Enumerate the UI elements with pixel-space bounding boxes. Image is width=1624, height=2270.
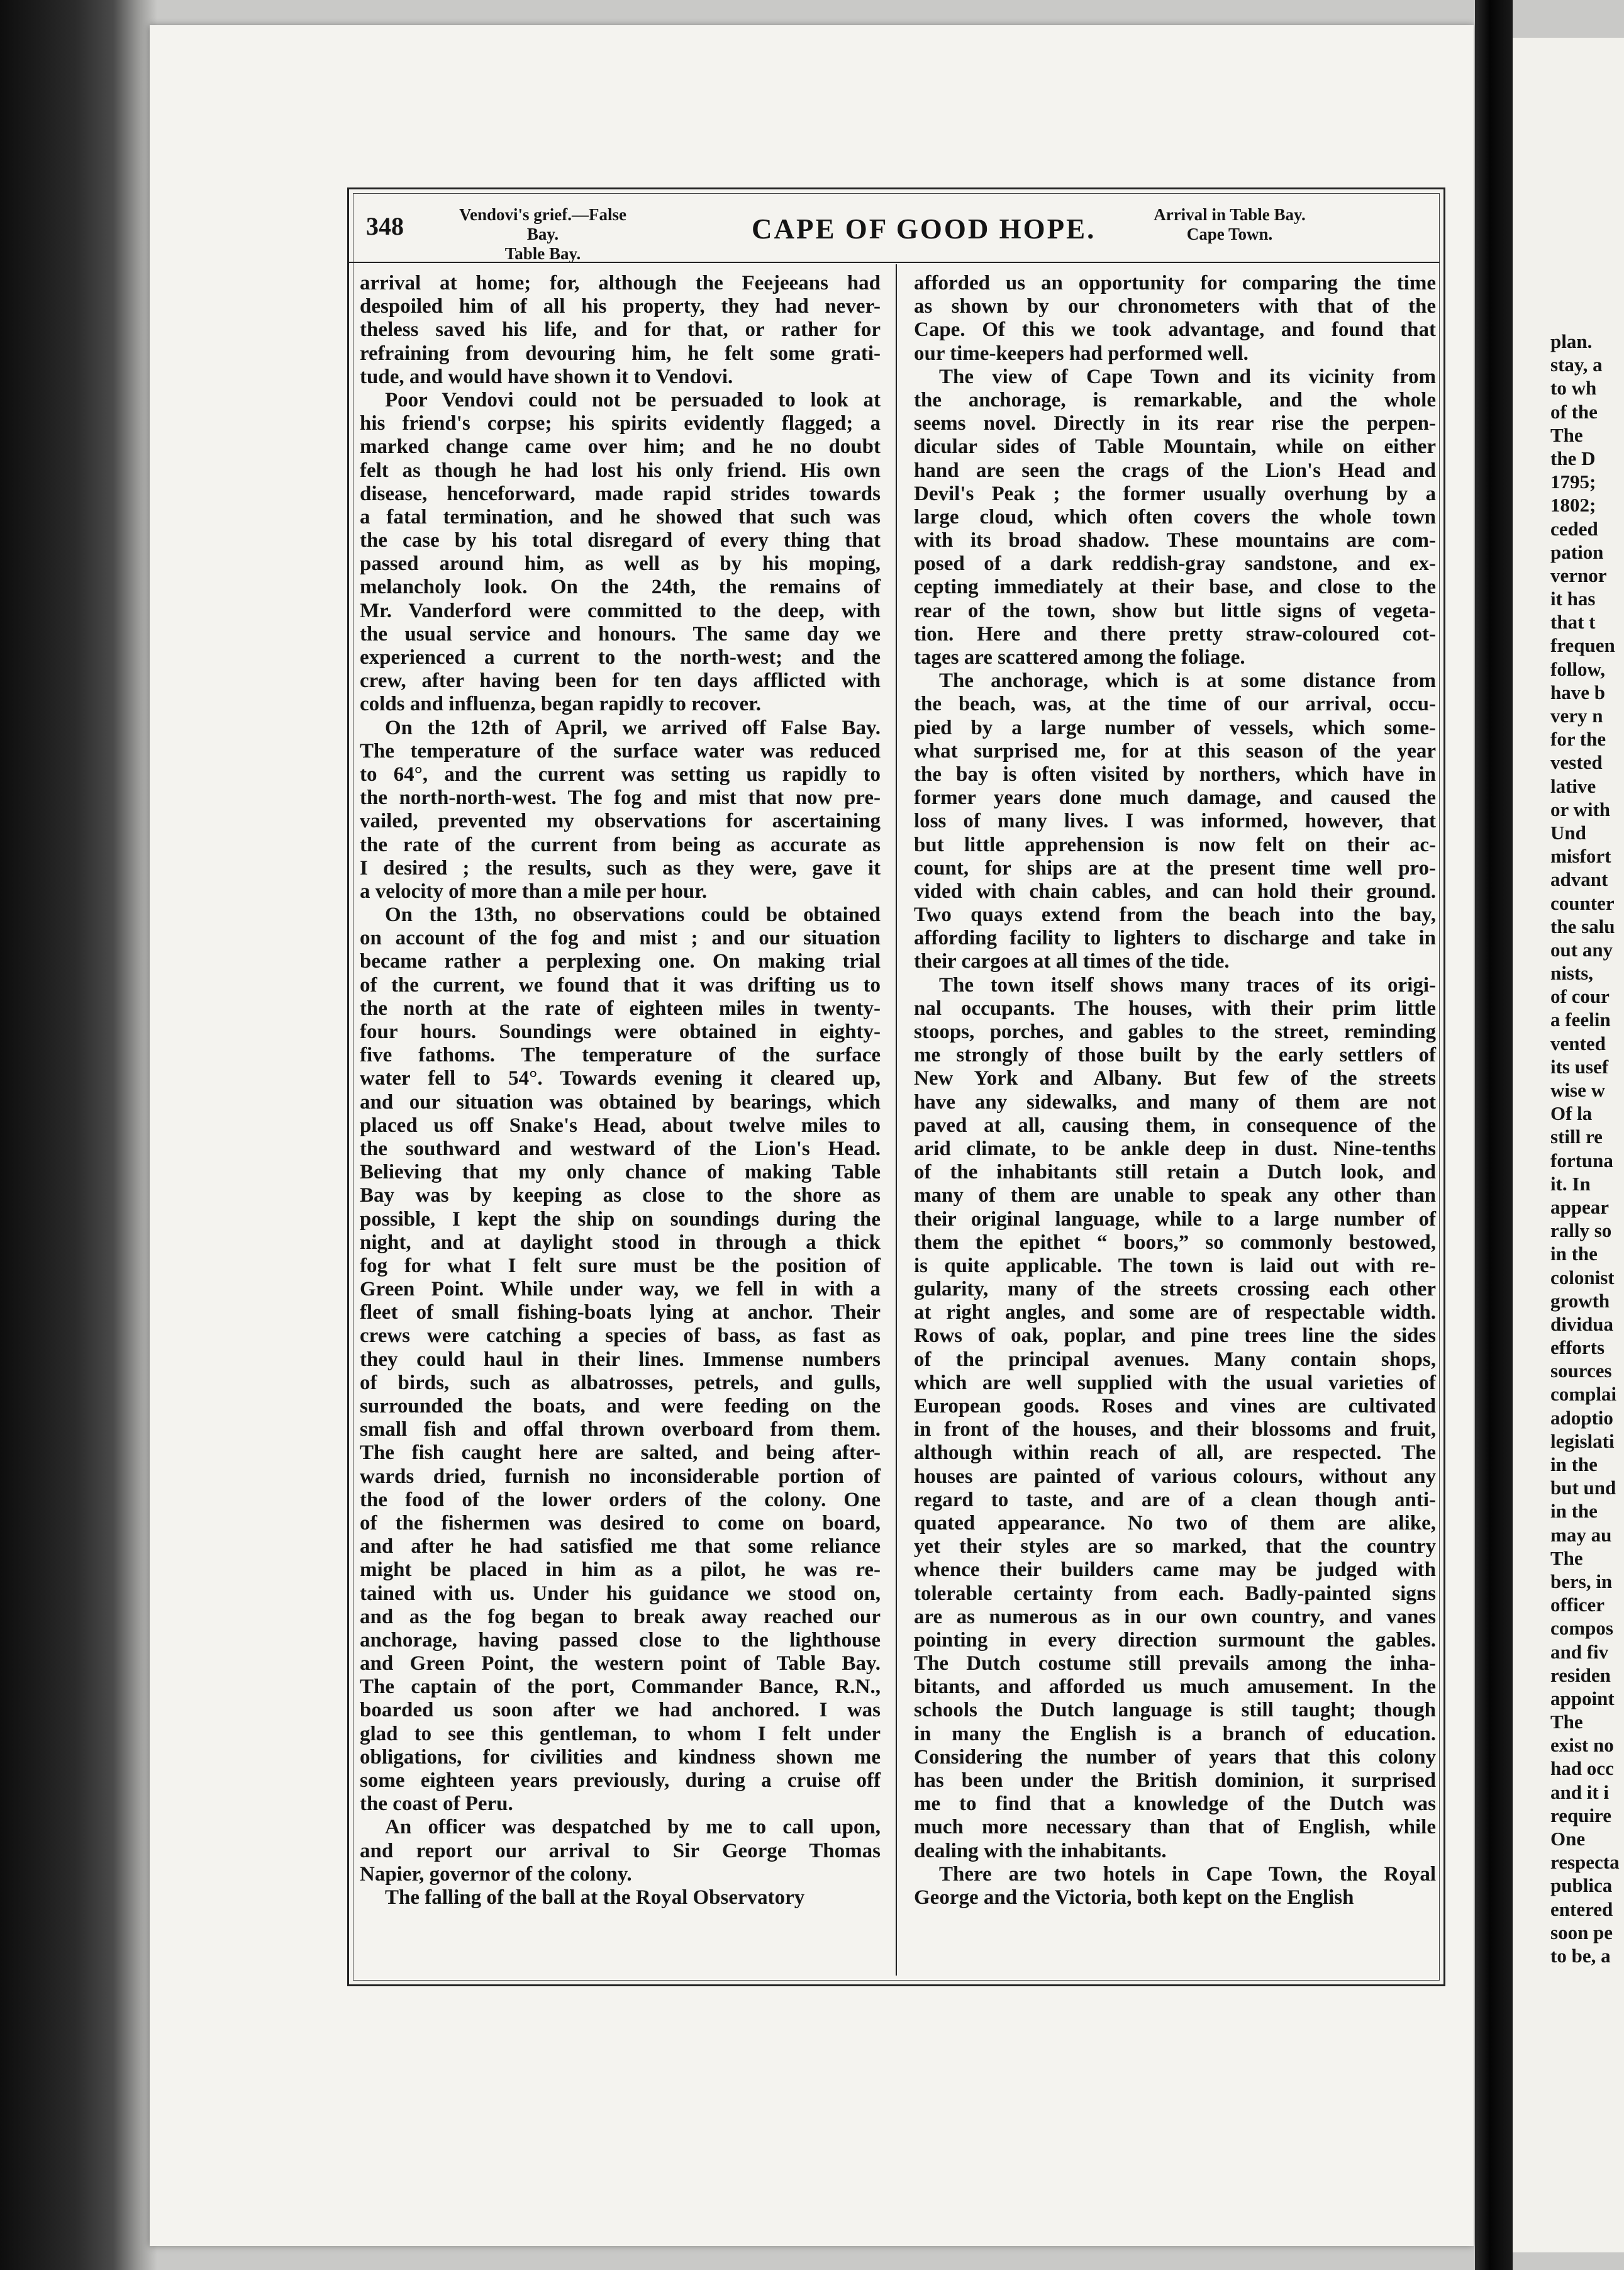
text-line: cepting immediately at their base, and close to the <box>914 576 1436 599</box>
next-page-line: to be, a <box>1550 1944 1611 1967</box>
text-line: count, for ships are at the present time well pro- <box>914 856 1436 880</box>
text-line: hand are seen the crags of the Lion's Head and <box>914 459 1436 482</box>
right-column <box>914 272 1436 1909</box>
text-line: The anchorage, which is at some distance from <box>939 669 1436 693</box>
text-line: the rate of the current from being as accurate as <box>360 833 881 856</box>
text-line: pointing in every direction surmount the gables. <box>914 1628 1436 1652</box>
text-line: water fell to 54°. Towards evening it cleared up, <box>360 1067 881 1090</box>
text-line: me strongly of those built by the early settlers of <box>914 1044 1436 1067</box>
text-line: of the principal avenues. Many contain shops, <box>914 1348 1436 1371</box>
next-page-line: bers, in <box>1550 1570 1613 1592</box>
text-line: Bay was by keeping as close to the shore as <box>360 1184 881 1207</box>
next-page-line: colonist <box>1550 1266 1615 1289</box>
text-line: fleet of small fishing-boats lying at anchor. Their <box>360 1301 881 1324</box>
text-line: experienced a current to the north-west; and the <box>360 646 881 669</box>
text-line: much more necessary than that of English, while <box>914 1816 1436 1839</box>
text-line: bitants, and afforded us much amusement. In the <box>914 1675 1436 1699</box>
next-page-line: nists, <box>1550 962 1594 985</box>
text-line: loss of many lives. I was informed, however, that <box>914 810 1436 833</box>
next-page-line: had occ <box>1550 1757 1614 1780</box>
text-line: their cargoes at all times of the tide. <box>914 950 1230 973</box>
text-line: to 64°, and the current was setting us rapidly to <box>360 763 881 786</box>
text-line: There are two hotels in Cape Town, the Royal <box>939 1862 1436 1886</box>
text-line: the bay is often visited by northers, which have in <box>914 763 1436 786</box>
text-line: Green Point. While under way, we fell in with a <box>360 1278 881 1301</box>
text-line: large cloud, which often covers the whole town <box>914 505 1436 528</box>
next-page-line: growth <box>1550 1289 1610 1312</box>
next-page-line: out any <box>1550 938 1613 961</box>
text-line: his friend's corpse; his spirits evidently flagged; a <box>360 412 881 435</box>
text-line: seems novel. Directly in its rear rise the perpen- <box>914 412 1436 435</box>
text-line: which are well supplied with the usual varieties of <box>914 1371 1436 1394</box>
text-line: affording facility to lighters to discharge and take in <box>914 927 1436 950</box>
text-line: crew, after having been for ten days afflicted with <box>360 669 881 693</box>
text-line: of the inhabitants still retain a Dutch look, and <box>914 1161 1436 1184</box>
text-line: felt as though he had lost his only friend. His own <box>360 459 881 482</box>
text-line: New York and Albany. But few of the streets <box>914 1067 1436 1090</box>
text-line: has been under the British dominion, it surprised <box>914 1769 1436 1792</box>
next-page-line: a feelin <box>1550 1009 1611 1031</box>
text-line: former years done much damage, and caused the <box>914 786 1436 810</box>
text-line: Napier, governor of the colony. <box>360 1862 632 1886</box>
text-line: Mr. Vanderford were committed to the deep, with <box>360 599 881 622</box>
next-page-line: follow, <box>1550 657 1605 680</box>
text-line: rear of the town, show but little signs of vegeta- <box>914 599 1436 622</box>
next-page-line: of the <box>1550 400 1598 423</box>
next-page-line: entered <box>1550 1898 1613 1920</box>
text-line: what surprised me, for at this season of the year <box>914 739 1436 763</box>
text-line: Cape. Of this we took advantage, and found that <box>914 318 1436 342</box>
text-line: dicular sides of Table Mountain, while on either <box>914 435 1436 459</box>
next-page-line: sources <box>1550 1360 1612 1382</box>
text-line: houses are painted of various colours, without any <box>914 1465 1436 1488</box>
right-caption-line: Arrival in Table Bay. <box>1154 205 1306 224</box>
text-line: in front of the houses, and their blossoms and fruit, <box>914 1418 1436 1441</box>
text-line: the north at the rate of eighteen miles in twenty- <box>360 997 881 1020</box>
text-line: despoiled him of all his property, they had never- <box>360 295 881 318</box>
next-page-line: fortuna <box>1550 1149 1613 1171</box>
text-line: disease, henceforward, made rapid strides towards <box>360 482 881 505</box>
text-line: their original language, while to a large number of <box>914 1207 1436 1231</box>
text-line: An officer was despatched by me to call upon, <box>385 1816 881 1839</box>
text-line: tages are scattered among the foliage. <box>914 646 1245 669</box>
text-line: refraining from devouring him, he felt some grati- <box>360 342 881 365</box>
text-line: The town itself shows many traces of its origi- <box>939 973 1436 997</box>
text-line: small fish and offal thrown overboard from them. <box>360 1418 881 1441</box>
next-page-line: vested <box>1550 751 1603 774</box>
next-page-line: exist no <box>1550 1734 1614 1757</box>
text-line: tude, and would have shown it to Vendovi. <box>360 365 733 388</box>
next-page-line: in the <box>1550 1243 1598 1265</box>
text-line: quated appearance. No two of them are alike, <box>914 1511 1436 1535</box>
text-line: boarded us soon after we had anchored. I was <box>360 1699 881 1722</box>
text-line: European goods. Roses and vines are cultivated <box>914 1395 1436 1417</box>
next-page-line: advant <box>1550 868 1608 891</box>
next-page-line: 1795; <box>1550 471 1596 493</box>
text-line: are as numerous as in our own country, and vanes <box>914 1605 1436 1628</box>
text-line: is quite applicable. The town is laid out with re- <box>914 1254 1436 1277</box>
text-line: gularity, many of the streets crossing each other <box>914 1278 1436 1301</box>
next-page-line: The <box>1550 423 1583 446</box>
text-line: many of them are unable to speak any other than <box>914 1184 1436 1207</box>
next-page-line: The <box>1550 1711 1583 1733</box>
text-line: Rows of oak, poplar, and pine trees line the sides <box>914 1324 1436 1348</box>
text-line: Poor Vendovi could not be persuaded to look at <box>385 388 881 411</box>
next-page-line: frequen <box>1550 634 1615 657</box>
text-line: whence their builders came may be judged with <box>914 1558 1436 1582</box>
text-line: the coast of Peru. <box>360 1792 513 1816</box>
next-page-line: pation <box>1550 540 1604 563</box>
text-line: Devil's Peak ; the former usually overhung by a <box>914 482 1436 505</box>
left-caption-line: Table Bay. <box>504 244 581 263</box>
text-line: on account of the fog and mist ; and our situation <box>360 927 881 950</box>
text-line: night, and at daylight stood in through a thick <box>360 1231 881 1254</box>
text-line: On the 12th of April, we arrived off False Bay. <box>385 716 881 739</box>
next-page-text <box>1550 330 1624 1967</box>
text-line: they could haul in their lines. Immense numbers <box>360 1348 881 1371</box>
text-line: arrival at home; for, although the Feejeeans had <box>360 272 881 294</box>
next-page-line: The <box>1550 1546 1583 1569</box>
next-page-line: respecta <box>1550 1851 1620 1874</box>
text-line: Considering the number of years that this colony <box>914 1745 1436 1769</box>
next-page-line: officer <box>1550 1594 1605 1616</box>
book-gutter <box>1475 0 1513 2270</box>
next-page-line: its usef <box>1550 1055 1609 1078</box>
next-page-line: residen <box>1550 1663 1611 1686</box>
next-page-line: it. In <box>1550 1172 1591 1195</box>
text-line: our time-keepers had performed well. <box>914 342 1249 365</box>
next-page-line: ceded <box>1550 517 1598 540</box>
text-line: vided with chain cables, and can hold their ground. <box>914 880 1436 903</box>
text-line: vailed, prevented my observations for ascertaining <box>360 810 881 833</box>
text-line: but little apprehension is now felt on their ac- <box>914 833 1436 856</box>
next-page-line: and fiv <box>1550 1640 1609 1663</box>
next-page-line: misfort <box>1550 845 1611 868</box>
text-line: crews were catching a species of bass, as fast as <box>360 1324 881 1348</box>
next-page-edge <box>1513 38 1624 2252</box>
text-line: dealing with the inhabitants. <box>914 1839 1167 1862</box>
text-line: became rather a perplexing one. On making trial <box>360 950 881 973</box>
text-line: tion. Here and there pretty straw-coloured cot- <box>914 622 1436 646</box>
text-line: melancholy look. On the 24th, the remains of <box>360 576 881 599</box>
text-line: the southward and westward of the Lion's Head. <box>360 1137 881 1160</box>
right-side-caption <box>1110 205 1349 244</box>
text-line: schools the Dutch language is still taught; though <box>914 1699 1436 1722</box>
next-page-line: counter <box>1550 892 1615 914</box>
text-line: at right angles, and some are of respectable width. <box>914 1301 1436 1324</box>
next-page-line: but und <box>1550 1477 1616 1499</box>
text-line: The falling of the ball at the Royal Observatory <box>385 1886 805 1909</box>
next-page-line: One <box>1550 1828 1586 1850</box>
text-line: fog for what I felt sure must be the position of <box>360 1254 881 1277</box>
next-page-line: lative <box>1550 774 1596 797</box>
next-page-line: compos <box>1550 1617 1613 1640</box>
left-caption-line: Vendovi's grief.—False Bay. <box>459 205 626 243</box>
text-line: The captain of the port, Commander Bance, R.N., <box>360 1675 881 1699</box>
text-line: Two quays extend from the beach into the bay, <box>914 903 1436 927</box>
text-line: possible, I kept the ship on soundings during the <box>360 1207 881 1231</box>
text-line: as shown by our chronometers with that of the <box>914 295 1436 318</box>
text-line: the north-north-west. The fog and mist that now pre- <box>360 786 881 810</box>
text-line: the usual service and honours. The same day we <box>360 622 881 646</box>
text-line: anchorage, having passed close to the lighthouse <box>360 1628 881 1652</box>
running-title: CAPE OF GOOD HOPE. <box>752 213 1096 245</box>
text-line: in many the English is a branch of education. <box>914 1722 1436 1745</box>
page-header <box>349 203 1440 263</box>
next-page-line: dividua <box>1550 1312 1613 1335</box>
next-page-line: wise w <box>1550 1079 1605 1101</box>
text-line: marked change came over him; and he no doubt <box>360 435 881 459</box>
text-line: them the epithet “ boors,” so commonly bestowed, <box>914 1231 1436 1254</box>
text-line: of the fishermen was desired to come on board, <box>360 1511 881 1535</box>
next-page-line: vented <box>1550 1032 1606 1054</box>
text-line: surrounded the boats, and were feeding on the <box>360 1395 881 1417</box>
text-line: afforded us an opportunity for comparing the time <box>914 272 1436 294</box>
text-line: a fatal termination, and he showed that such was <box>360 505 881 528</box>
right-caption-line: Cape Town. <box>1186 225 1273 243</box>
next-page-line: still re <box>1550 1126 1603 1148</box>
text-line: passed around him, as well as by his moping, <box>360 552 881 576</box>
text-line: I desired ; the results, such as they were, gave it <box>360 856 881 880</box>
next-page-line: or with <box>1550 798 1611 820</box>
text-line: tained with us. Under his guidance we stood on, <box>360 1582 881 1605</box>
text-line: pied by a large number of vessels, which some- <box>914 716 1436 739</box>
next-page-line: soon pe <box>1550 1921 1613 1943</box>
text-line: tolerable certainty from each. Badly-painted signs <box>914 1582 1436 1605</box>
column-divider <box>896 264 897 1976</box>
text-line: and our situation was obtained by bearings, which <box>360 1090 881 1114</box>
left-column <box>360 272 881 1909</box>
text-line: might be placed in him as a pilot, he was re- <box>360 1558 881 1582</box>
next-page-line: in the <box>1550 1500 1598 1523</box>
text-line: have any sidewalks, and many of them are not <box>914 1090 1436 1114</box>
text-line: posed of a dark reddish-gray sandstone, and ex- <box>914 552 1436 576</box>
next-page-line: for the <box>1550 728 1606 751</box>
text-line: me to find that a knowledge of the Dutch was <box>914 1792 1436 1816</box>
text-line: the food of the lower orders of the colony. One <box>360 1488 881 1511</box>
text-line: George and the Victoria, both kept on the English <box>914 1886 1354 1909</box>
next-page-line: and it i <box>1550 1781 1610 1803</box>
next-page-line: to wh <box>1550 377 1597 400</box>
header-rule <box>349 262 1440 263</box>
next-page-line: publica <box>1550 1874 1613 1897</box>
text-line: regard to taste, and are of a clean though anti- <box>914 1488 1436 1511</box>
next-page-line: 1802; <box>1550 494 1596 517</box>
text-line: and report our arrival to Sir George Thomas <box>360 1839 881 1862</box>
text-line: the case by his total disregard of every thing that <box>360 529 881 552</box>
text-line: stoops, porches, and gables to the street, reminding <box>914 1020 1436 1043</box>
left-side-caption <box>448 205 637 264</box>
text-line: yet their styles are so marked, that the country <box>914 1535 1436 1558</box>
text-line: glad to see this gentleman, to whom I felt under <box>360 1722 881 1745</box>
text-line: and after he had satisfied me that some reliance <box>360 1535 881 1558</box>
text-line: and as the fog began to break away reached our <box>360 1605 881 1628</box>
book-binding-edge <box>0 0 157 2270</box>
text-line: and Green Point, the western point of Table Bay. <box>360 1652 881 1675</box>
text-line: of the current, we found that it was drifting us to <box>360 973 881 997</box>
text-line: the beach, was, at the time of our arrival, occu- <box>914 693 1436 716</box>
next-page-line: require <box>1550 1804 1612 1826</box>
next-page-line: the D <box>1550 447 1596 469</box>
text-line: Believing that my only chance of making Table <box>360 1161 881 1184</box>
text-line: although within reach of all, are respected. The <box>914 1441 1436 1465</box>
next-page-line: Und <box>1550 821 1586 844</box>
page-number: 348 <box>366 212 404 240</box>
text-line: obligations, for civilities and kindness shown me <box>360 1745 881 1769</box>
next-page-line: the salu <box>1550 915 1615 937</box>
text-line: nal occupants. The houses, with their prim little <box>914 997 1436 1020</box>
next-page-line: appoint <box>1550 1687 1615 1709</box>
next-page-line: have b <box>1550 681 1605 703</box>
text-line: The fish caught here are salted, and being after- <box>360 1441 881 1465</box>
next-page-line: in the <box>1550 1453 1598 1475</box>
text-line: placed us off Snake's Head, about twelve miles to <box>360 1114 881 1137</box>
text-line: colds and influenza, began rapidly to recover. <box>360 693 762 716</box>
next-page-line: vernor <box>1550 564 1607 586</box>
text-line: five fathoms. The temperature of the surface <box>360 1044 881 1067</box>
text-line: The temperature of the surface water was reduced <box>360 739 881 763</box>
next-page-line: appear <box>1550 1195 1609 1218</box>
text-line: with its broad shadow. These mountains are com- <box>914 529 1436 552</box>
next-page-line: very n <box>1550 705 1603 727</box>
text-line: a velocity of more than a mile per hour. <box>360 880 708 903</box>
next-page-line: of cour <box>1550 985 1610 1008</box>
text-line: wards dried, furnish no inconsiderable portion of <box>360 1465 881 1488</box>
text-line: the anchorage, is remarkable, and the whole <box>914 388 1436 411</box>
text-line: arid climate, to be ankle deep in dust. Nine-tenths <box>914 1137 1436 1160</box>
text-line: four hours. Soundings were obtained in eighty- <box>360 1020 881 1043</box>
next-page-line: may au <box>1550 1523 1612 1546</box>
next-page-line: complai <box>1550 1383 1617 1406</box>
next-page-line: it has <box>1550 588 1596 610</box>
text-line: The Dutch costume still prevails among the inha- <box>914 1652 1436 1675</box>
text-line: On the 13th, no observations could be obtained <box>385 903 881 927</box>
next-page-line: stay, a <box>1550 354 1603 376</box>
next-page-line: plan. <box>1550 330 1593 352</box>
text-line: theless saved his life, and for that, or rather for <box>360 318 881 342</box>
text-line: of birds, such as albatrosses, petrels, and gulls, <box>360 1371 881 1394</box>
next-page-line: that t <box>1550 611 1596 634</box>
next-page-line: legislati <box>1550 1429 1615 1452</box>
next-page-line: rally so <box>1550 1219 1612 1242</box>
next-page-line: Of la <box>1550 1102 1593 1125</box>
text-line: The view of Cape Town and its vicinity from <box>939 365 1436 388</box>
next-page-line: efforts <box>1550 1336 1605 1359</box>
text-line: some eighteen years previously, during a cruise off <box>360 1769 881 1792</box>
next-page-line: adoptio <box>1550 1406 1613 1429</box>
text-line: paved at all, causing them, in consequence of the <box>914 1114 1436 1137</box>
